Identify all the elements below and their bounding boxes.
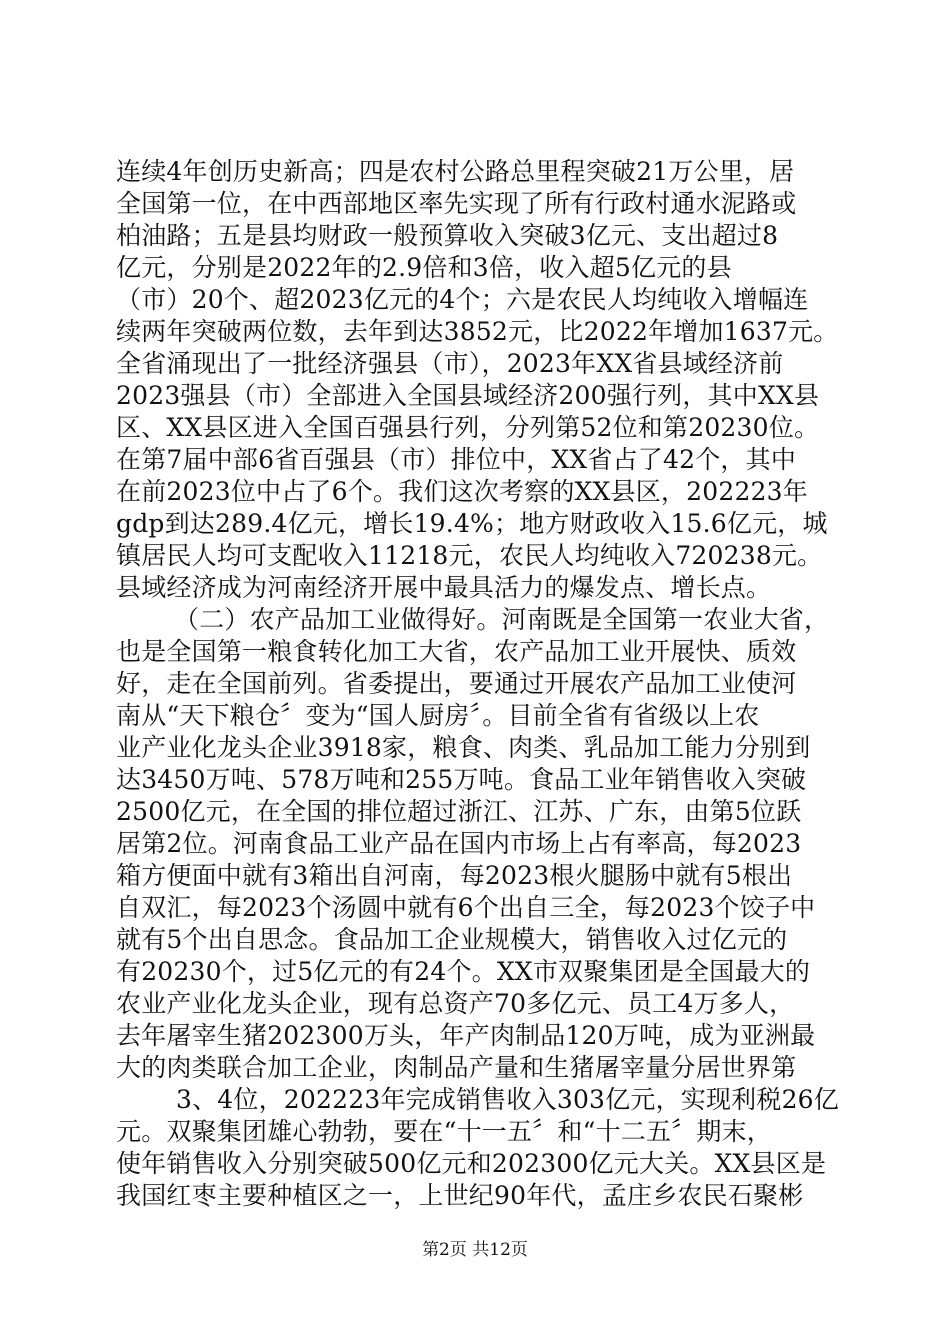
text-line: 连续4年创历史新高；四是农村公路总里程突破21万公里，居 [116,157,795,186]
text-line: 2023强县（市）全部进入全国县域经济200强行列，其中XX县 [116,381,820,410]
text-line: 元。双聚集团雄心勃勃，要在“十一五〞和“十二五〞期末， [116,1117,772,1146]
text-line: 自双汇，每2023个汤圆中就有6个出自三全，每2023个饺子中 [116,893,816,922]
text-line: 就有5个出自思念。食品加工企业规模大，销售收入过亿元的 [116,925,788,954]
section-heading-line: （二）农产品加工业做得好。河南既是全国第一农业大省， [174,605,830,634]
body-text [116,156,839,1212]
text-line: 在第7届中部6省百强县（市）排位中，XX省占了42个，其中 [116,445,797,474]
text-line: 有20230个，过5亿元的有24个。XX市双聚集团是全国最大的 [116,957,811,986]
text-line: 柏油路；五是县均财政一般预算收入突破3亿元、支出超过8 [116,221,779,250]
text-line: 2500亿元，在全国的排位超过浙江、江苏、广东，由第5位跃 [116,797,802,826]
text-line: 南从“天下粮仓〞变为“国人厨房〞。目前全省有省级以上农 [116,701,760,730]
text-line: 全省涌现出了一批经济强县（市），2023年XX省县域经济前 [116,349,784,378]
text-line: 也是全国第一粮食转化加工大省，农产品加工业开展快、质效 [116,637,797,666]
text-line: 3、4位，202223年完成销售收入303亿元，实现利税26亿 [176,1085,839,1114]
text-line: gdp到达289.4亿元，增长19.4%；地方财政收入15.6亿元，城 [116,509,828,538]
text-line: 使年销售收入分别突破500亿元和202300亿元大关。XX县区是 [116,1149,827,1178]
text-line: 去年屠宰生猪202300万头，年产肉制品120万吨，成为亚洲最 [116,1021,816,1050]
text-line: 居第2位。河南食品工业产品在国内市场上占有率高，每2023 [116,829,802,858]
page-footer: 第2页 共12页 [422,1240,528,1260]
text-line: 业产业化龙头企业3918家，粮食、肉类、乳品加工能力分别到 [116,733,811,762]
text-line: 箱方便面中就有3箱出自河南，每2023根火腿肠中就有5根出 [116,861,793,890]
text-line: 农业产业化龙头企业，现有总资产70多亿元、员工4万多人， [116,989,795,1018]
text-line: 续两年突破两位数，去年到达3852元，比2022年增加1637元。 [116,317,839,346]
text-line: 在前2023位中占了6个。我们这次考察的XX县区，202223年 [116,477,808,506]
text-line: （市）20个、超2023亿元的4个；六是农民人均纯收入增幅连 [116,285,809,314]
text-line: 亿元，分别是2022年的2.9倍和3倍，收入超5亿元的县 [116,253,732,282]
text-line: 我国红枣主要种植区之一，上世纪90年代，孟庄乡农民石聚彬 [116,1181,804,1210]
text-line: 达3450万吨、578万吨和255万吨。食品工业年销售收入突破 [116,765,807,794]
text-line: 大的肉类联合加工企业，肉制品产量和生猪屠宰量分居世界第 [116,1053,797,1082]
text-line: 区、XX县区进入全国百强县行列，分列第52位和第20230位。 [116,413,820,442]
text-line: 县域经济成为河南经济开展中最具活力的爆发点、增长点。 [116,573,772,602]
text-line: 镇居民人均可支配收入11218元，农民人均纯收入720238元。 [116,541,823,570]
text-line: 全国第一位，在中西部地区率先实现了所有行政村通水泥路或 [116,189,797,218]
text-line: 好，走在全国前列。省委提出，要通过开展农产品加工业使河 [116,669,797,698]
